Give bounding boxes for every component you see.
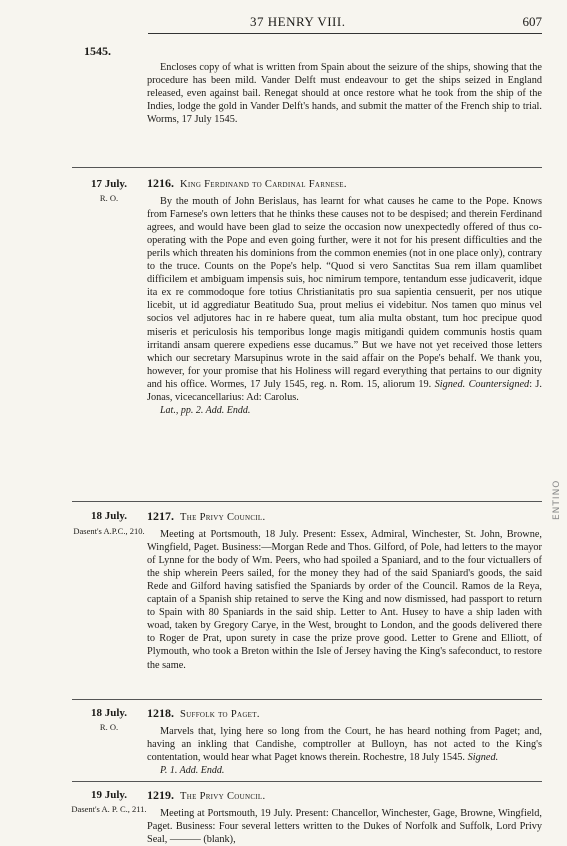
entry-body: [147, 195, 542, 404]
entry-source: R. O.: [99, 722, 119, 732]
entry-date: 18 July.: [90, 510, 128, 522]
entry-heading: [147, 177, 542, 191]
entry-title: King Ferdinand to Cardinal Farnese.: [180, 179, 347, 190]
entry-number: 1218.: [147, 706, 174, 720]
entry-source: Dasent's A.P.C., 210.: [73, 526, 145, 536]
entry-separator: [72, 501, 542, 502]
entry-note: Lat., pp. 2. Add. Endd.: [160, 404, 251, 416]
entry-number: 1216.: [147, 176, 174, 190]
entry-heading: [147, 789, 542, 803]
entry-date: 17 July.: [90, 178, 128, 190]
entry-separator: [72, 167, 542, 168]
entry-title: Suffolk to Paget.: [180, 709, 260, 720]
entry-title: The Privy Council.: [180, 791, 266, 802]
entry-heading: [147, 510, 542, 524]
header-rule: [148, 33, 542, 34]
entry-date: 18 July.: [90, 707, 128, 719]
running-header-title: 37 HENRY VIII.: [250, 14, 346, 29]
entry-date: 19 July.: [90, 789, 128, 801]
entry-1217: [147, 510, 542, 672]
countersigned-label: Countersigned: [468, 378, 530, 390]
entry-number: 1217.: [147, 509, 174, 523]
entry-separator: [72, 699, 542, 700]
entry-body-text: Meeting at Portsmouth, 19 July. Present: Chancellor, Winchester, Gage, Browne, Wingfield, Paget. Business: Four several letters written to the Dukes of Norfolk and Suffolk, Lord Privy Seal, ——— (blank),: [147, 808, 542, 846]
entry-source: R. O.: [99, 193, 119, 203]
entry-1219: [147, 789, 542, 846]
entry-1218: [147, 707, 542, 777]
page-number: 607: [522, 14, 542, 29]
entry-note: P. 1. Add. Endd.: [160, 765, 225, 777]
intro-block: [147, 61, 542, 126]
entry-title: The Privy Council.: [180, 512, 266, 523]
margin-stamp: ENTINO: [552, 479, 562, 520]
entry-body-text: Meeting at Portsmouth, 18 July. Present: Essex, Admiral, Winchester, St. John, Browne, Wingfield, Paget. Business:—Morgan Rede and Thos. Gilford, of Pole, had letters to the mayor of Lynne for the body of Wm. Peers, who had spoiled a Spaniard, and to the four victuallers of the ship wherein Peers sailed, for the money they had of the said Spaniard's goods, the said Rede and Gilford having satisfied the Spaniards by order of the Council. Ramos de la Reya, captain of a Spanish ship retained to serve the King and now dismissed, had passport to return to Spain with 80 Spaniards in the said ship. Letter to Ant. Husey to have a ship laden with woad, taken by Gregory Carye, in the West, brought to London, and the goods delivered there to Roger de Prat, upon surety in case the prize prove good. Letter to Grene and Elliott, of Plymouth, who took a Breton within the Isle of Jersey having the King's safeconduct, to restore the same.: [147, 529, 542, 671]
entry-separator: [72, 781, 542, 782]
signed-mark: Signed.: [434, 378, 466, 390]
entry-number: 1219.: [147, 788, 174, 802]
entry-source: Dasent's A. P. C., 211.: [71, 804, 147, 814]
intro-paragraph: Encloses copy of what is written from Spain about the seizure of the ships, showing that the procedure has been mild. Vander Delft must endeavour to get the ships seized in England released, even against bail. Renegat should at once restore what he took from the ship of the Indies, lodge the gold in Vander Delft's hands, and submit the matter of the French ship to trial. Worms, 17 July 1545.: [147, 62, 542, 126]
entry-body: [147, 725, 542, 764]
year-label: 1545.: [84, 44, 111, 58]
entry-body-text: By the mouth of John Berislaus, has learnt for what causes he came to the Pope. Knows from Farnese's own letters that he thinks these causes not to be despised; and therein Ferdinand agrees, and would have been glad to seize the occasion now unexpectedly offered of thus co-operating with the Pope and even going further, were it not for his present difficulties and the perils which threaten his dominions from the common enemies (not in one place only), contrary to the truce. Counts on the Pope's help. “Quod si vero Sanctitas Sua rem illam quamlibet difficilem et ambiguam impensis suis, hoc nimirum tempore, tentandum esse judicaverit, idque ita ex re commodoque fore totius Christianitatis pro sua sapientia censuerit, per nos utique licebit, ut id aggrediatur Beatitudo Sua, prout melius ei videbitur. Nos tamen quo minus vel socios vel adjutores hac in re habere queat, tum alia multa obstant, tum hoc precipue quod miseris et periculosis his temporibus longe magis mitigandi quidem communis hostis quam irritandi ansam querere expediens esse ducamus.” But we have not yet received those letters which our secretary Marsupinus wrote in the said affair on the Pope's behalf. We thank you, however, for your promise that his Holiness will regard everything that pertains to our dignity and his office. Wormes, 17 July 1545, reg. n. Rom. 15, aliorum 19.: [147, 196, 542, 390]
entry-heading: [147, 707, 542, 721]
signed-mark: Signed.: [467, 752, 499, 764]
entry-body-text: Marvels that, lying here so long from the Court, he has heard nothing from Paget; and, having an inkling that Candishe, comptroller at Bulloyn, has not acted to the King's contentation, would hear what Paget knows therein. Rochestre, 18 July 1545.: [147, 726, 542, 764]
entry-1216: [147, 177, 542, 417]
countersigned-text: : J. Jonas, vicecancellarius: Ad: Carolus.: [147, 378, 542, 403]
